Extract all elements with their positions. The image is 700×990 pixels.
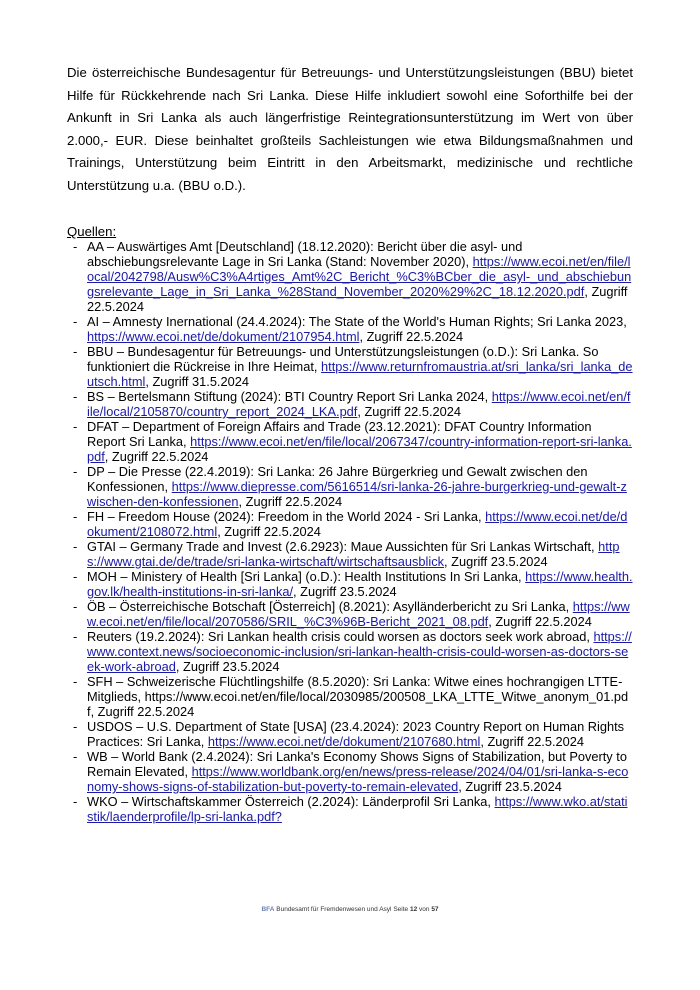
reference-item (67, 569, 633, 599)
reference-item (67, 629, 633, 674)
list-dash: - (73, 674, 78, 689)
list-dash: - (73, 539, 78, 554)
footer-brand: BFA (261, 906, 275, 913)
reference-text: AA – Auswärtiges Amt [Deutschland] (18.12.2020): Bericht über die asyl- und abschiebungsrelevante Lage in Sri Lanka (Stand: November 2020), (87, 239, 523, 269)
reference-text: GTAI – Germany Trade and Invest (2.6.2923): Maue Aussichten für Sri Lankas Wirtschaft, (87, 539, 595, 554)
list-dash: - (73, 794, 78, 809)
reference-text: DFAT – Department of Foreign Affairs and Trade (23.12.2021): DFAT Country Information Report Sri Lanka, (87, 419, 592, 449)
reference-access-date: , Zugriff 22.5.2024 (90, 704, 195, 719)
reference-item (67, 389, 633, 419)
footer-page-number: 12 (409, 906, 418, 913)
intro-paragraph: Die österreichische Bundesagentur für Betreuungs- und Unterstützungsleistungen (BBU) bietet Hilfe für Rückkehrende nach Sri Lanka. Diese Hilfe inkludiert sowohl eine Soforthilfe bei der Ankunft in Sri Lanka als auch längerfristige Reintegrationsunterstützung im Wert von über 2.000,- EUR. Diese beinhaltet großteils Sachleistungen wie etwa Bildungsmaßnahmen und Trainings, Unterstützung beim Eintritt in den Arbeitsmarkt, medizinische und rechtliche Unterstützung u.a. (BBU o.D.). (67, 65, 633, 193)
reference-link[interactable]: https://www.diepresse.com/5616514/sri-lanka-26-jahre-burgerkrieg-und-gewalt-zwischen-den-konfessionen (87, 479, 627, 509)
reference-text: AI – Amnesty Inernational (24.4.2024): The State of the World's Human Rights; Sri Lanka 2023, (87, 314, 627, 329)
reference-text: ÖB – Österreichische Botschaft [Österreich] (8.2021): Asylländerbericht zu Sri Lanka, (87, 599, 570, 614)
reference-item (67, 314, 633, 344)
reference-link[interactable]: https://www.ecoi.net/de/dokument/2107680.html (207, 734, 481, 749)
reference-access-date: , Zugriff 22.5.2024 (359, 329, 464, 344)
reference-text: FH – Freedom House (2024): Freedom in the World 2024 - Sri Lanka, (87, 509, 482, 524)
list-dash: - (73, 509, 78, 524)
footer-page-total: 57 (431, 906, 439, 913)
reference-text: USDOS – U.S. Department of State [USA] (23.4.2024): 2023 Country Report on Human Rights Practices: Sri Lanka, (87, 719, 625, 749)
sources-heading: Quellen: (67, 224, 117, 239)
reference-link[interactable]: https://www.worldbank.org/en/news/press-release/2024/04/01/sri-lanka-s-economy-shows-signs-of-stabilization-but-poverty-to-remain-elevated (87, 764, 629, 794)
reference-item (67, 239, 633, 314)
reference-item (67, 509, 633, 539)
reference-text: BBU – Bundesagentur für Betreuungs- und Unterstützungsleistungen (o.D.): Sri Lanka. So funktioniert die Rückreise in Ihre Heimat, (87, 344, 599, 374)
reference-item (67, 794, 633, 824)
reference-link[interactable]: https://www.wko.at/statistik/laenderprofile/lp-sri-lanka.pdf? (87, 794, 628, 824)
list-dash: - (73, 599, 78, 614)
reference-access-date: , Zugriff 23.5.2024 (458, 779, 562, 794)
reference-item (67, 464, 633, 509)
reference-text: WKO – Wirtschaftskammer Österreich (2.2024): Länderprofil Sri Lanka, (87, 794, 491, 809)
reference-text: Reuters (19.2.2024): Sri Lankan health crisis could worsen as doctors seek work abroad, (87, 629, 590, 644)
reference-text: WB – World Bank (2.4.2024): Sri Lanka's Economy Shows Signs of Stabilization, but Poverty to Remain Elevated, (87, 749, 627, 779)
reference-access-date: , Zugriff 22.5.2024 (87, 284, 628, 314)
list-dash: - (73, 239, 78, 254)
list-dash: - (73, 344, 78, 359)
reference-text: DP – Die Presse (22.4.2019): Sri Lanka: 26 Jahre Bürgerkrieg und Gewalt zwischen den Konfessionen, (87, 464, 588, 494)
list-dash: - (73, 749, 78, 764)
reference-link[interactable]: https://www.ecoi.net/en/file/local/2067347/country-information-report-sri-lanka.pdf (87, 434, 632, 464)
reference-item (67, 419, 633, 464)
reference-url-text: https://www.ecoi.net/en/file/local/2030985/200508_LKA_LTTE_Witwe_anonym_01.pdf (87, 689, 629, 719)
reference-access-date: , Zugriff 22.5.2024 (238, 494, 343, 509)
reference-link[interactable]: https://www.gtai.de/de/trade/sri-lanka-wirtschaft/wirtschaftsausblick (87, 539, 620, 569)
reference-access-date: , Zugriff 31.5.2024 (145, 374, 249, 389)
reference-link[interactable]: https://www.returnfromaustria.at/sri_lanka/sri_lanka_deutsch.html (87, 359, 633, 389)
reference-link[interactable]: https://www.ecoi.net/de/dokument/2107954.html (87, 329, 360, 344)
reference-text: MOH – Ministery of Health [Sri Lanka] (o.D.): Health Institutions In Sri Lanka, (87, 569, 522, 584)
reference-item (67, 599, 633, 629)
reference-text: SFH – Schweizerische Flüchtlingshilfe (8.5.2020): Sri Lanka: Witwe eines hochrangigen LTTE-Mitglieds, (87, 674, 623, 704)
reference-access-date: , Zugriff 22.5.2024 (104, 449, 209, 464)
reference-item (67, 674, 633, 719)
reference-link[interactable]: https://www.ecoi.net/de/dokument/2108072.html (87, 509, 628, 539)
reference-item (67, 539, 633, 569)
list-dash: - (73, 719, 78, 734)
list-dash: - (73, 464, 78, 479)
reference-item (67, 719, 633, 749)
reference-item (67, 344, 633, 389)
reference-link[interactable]: https://www.ecoi.net/en/file/local/2042798/Ausw%C3%A4rtiges_Amt%2C_Bericht_%C3%BCber_die_asyl-_und_abschiebungsrelevante_Lage_in_Sri_Lanka_%28Stand_November_2020%29%2C_18.12.2020.pdf (87, 254, 632, 299)
reference-access-date: , Zugriff 23.5.2024 (444, 554, 548, 569)
footer-of-label: von (419, 906, 430, 913)
reference-access-date: , Zugriff 23.5.2024 (293, 584, 397, 599)
reference-list (67, 239, 633, 824)
reference-access-date: , Zugriff 22.5.2024 (488, 614, 592, 629)
reference-link[interactable]: https://www.context.news/socioeconomic-inclusion/sri-lankan-health-crisis-could-worsen-as-doctors-seek-work-abroad (87, 629, 632, 674)
list-dash: - (73, 419, 78, 434)
reference-access-date: , Zugriff 23.5.2024 (175, 659, 280, 674)
reference-link[interactable]: https://www.health.gov.lk/health-institutions-in-sri-lanka/ (87, 569, 633, 599)
reference-link[interactable]: https://www.ecoi.net/en/file/local/2105870/country_report_2024_LKA.pdf (87, 389, 631, 419)
reference-access-date: , Zugriff 22.5.2024 (217, 524, 321, 539)
reference-link[interactable]: https://www.ecoi.net/en/file/local/2070586/SRIL_%C3%96B-Bericht_2021_08.pdf (87, 599, 630, 629)
list-dash: - (73, 569, 78, 584)
page-footer (0, 906, 700, 913)
list-dash: - (73, 314, 78, 329)
reference-item (67, 749, 633, 794)
reference-access-date: , Zugriff 22.5.2024 (480, 734, 585, 749)
footer-page-label: Seite (393, 906, 409, 913)
reference-access-date: , Zugriff 22.5.2024 (357, 404, 461, 419)
reference-text: BS – Bertelsmann Stiftung (2024): BTI Country Report Sri Lanka 2024, (87, 389, 489, 404)
list-dash: - (73, 389, 78, 404)
footer-agency: Bundesamt für Fremdenwesen und Asyl (276, 906, 392, 913)
list-dash: - (73, 629, 78, 644)
